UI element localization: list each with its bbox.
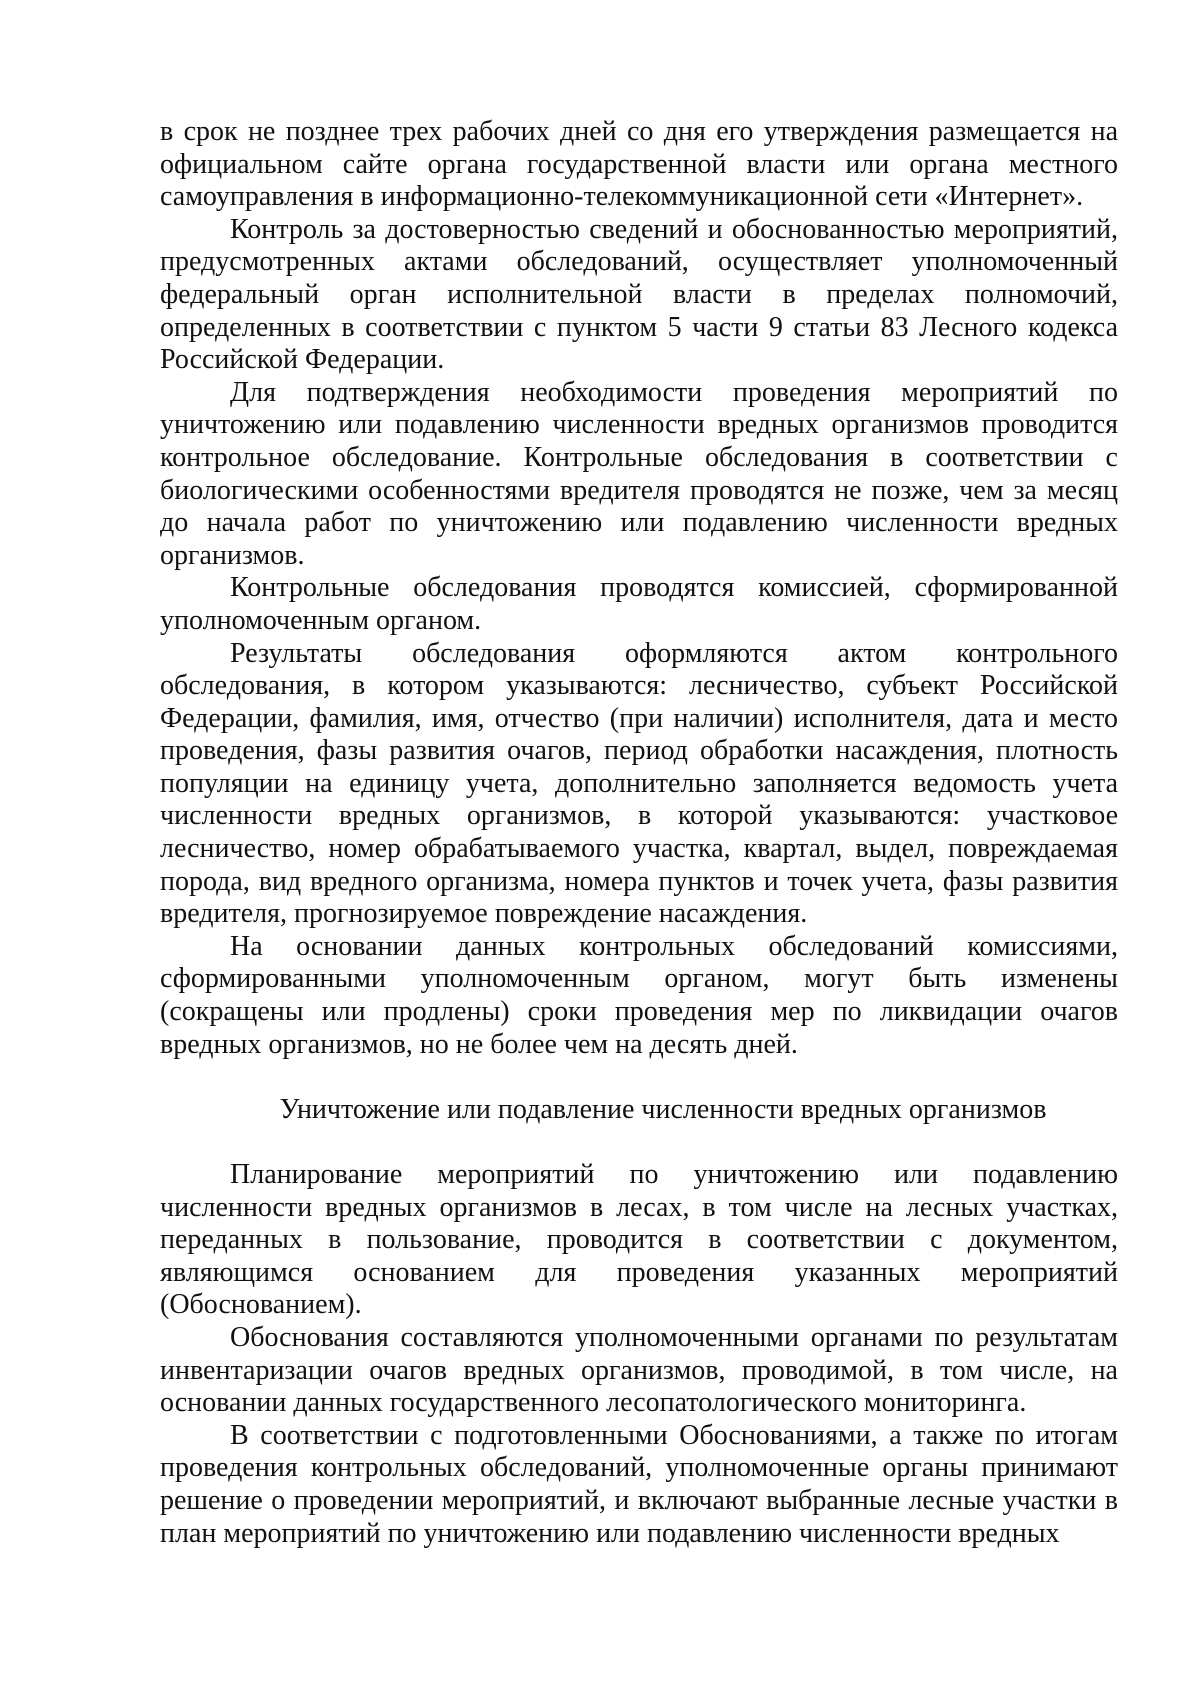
document-page: [160, 116, 1118, 1550]
paragraph-top-1: в срок не позднее трех рабочих дней со дня его утверждения размещается на официальном сайте органа государственной власти или органа местного самоуправления в информационно-телекоммуникационной сети «Интернет».: [160, 116, 1118, 213]
paragraph-top-5: Результаты обследования оформляются актом контрольного обследования, в котором указываются: лесничество, субъект Российской Федерации, фамилия, имя, отчество (при наличии) исполнителя, дата и место проведения, фазы развития очагов, период обработки насаждения, плотность популяции на единицу учета, дополнительно заполняется ведомость учета численности вредных организмов, в которой указываются: участковое лесничество, номер обрабатываемого участка, квартал, выдел, повреждаемая порода, вид вредного организма, номера пунктов и точек учета, фазы развития вредителя, прогнозируемое повреждение насаждения.: [160, 637, 1118, 930]
spacer-after-heading: [160, 1126, 1118, 1159]
spacer-before-heading: [160, 1061, 1118, 1094]
section-heading: Уничтожение или подавление численности вредных организмов: [279, 1093, 1047, 1125]
paragraph-top-2: Контроль за достоверностью сведений и обоснованностью мероприятий, предусмотренных актами обследований, осуществляет уполномоченный федеральный орган исполнительной власти в пределах полномочий, определенных в соответствии с пунктом 5 части 9 статьи 83 Лесного кодекса Российской Федерации.: [160, 213, 1118, 376]
paragraph-bottom-2: Обоснования составляются уполномоченными органами по результатам инвентаризации очагов вредных организмов, проводимой, в том числе, на основании данных государственного лесопатологического мониторинга.: [160, 1321, 1118, 1419]
paragraph-top-3: Для подтверждения необходимости проведения мероприятий по уничтожению или подавлению численности вредных организмов проводится контрольное обследование. Контрольные обследования в соответствии с биологическими особенностями вредителя проводятся не позже, чем за месяц до начала работ по уничтожению или подавлению численности вредных организмов.: [160, 376, 1118, 571]
paragraph-top-6: На основании данных контрольных обследований комиссиями, сформированными уполномоченным органом, могут быть изменены (сокращены или продлены) сроки проведения мер по ликвидации очагов вредных организмов, но не более чем на десять дней.: [160, 930, 1118, 1060]
paragraph-top-4: Контрольные обследования проводятся комиссией, сформированной уполномоченным органом.: [160, 572, 1118, 636]
paragraph-bottom-3: В соответствии с подготовленными Обоснованиями, а также по итогам проведения контрольных обследований, уполномоченные органы принимают решение о проведении мероприятий, и включают выбранные лесные участки в план мероприятий по уничтожению или подавлению численности вредных: [160, 1419, 1118, 1549]
paragraph-bottom-1: Планирование мероприятий по уничтожению или подавлению численности вредных организмов в лесах, в том числе на лесных участках, переданных в пользование, проводится в соответствии с документом, являющимся основанием для проведения указанных мероприятий (Обоснованием).: [160, 1159, 1118, 1321]
